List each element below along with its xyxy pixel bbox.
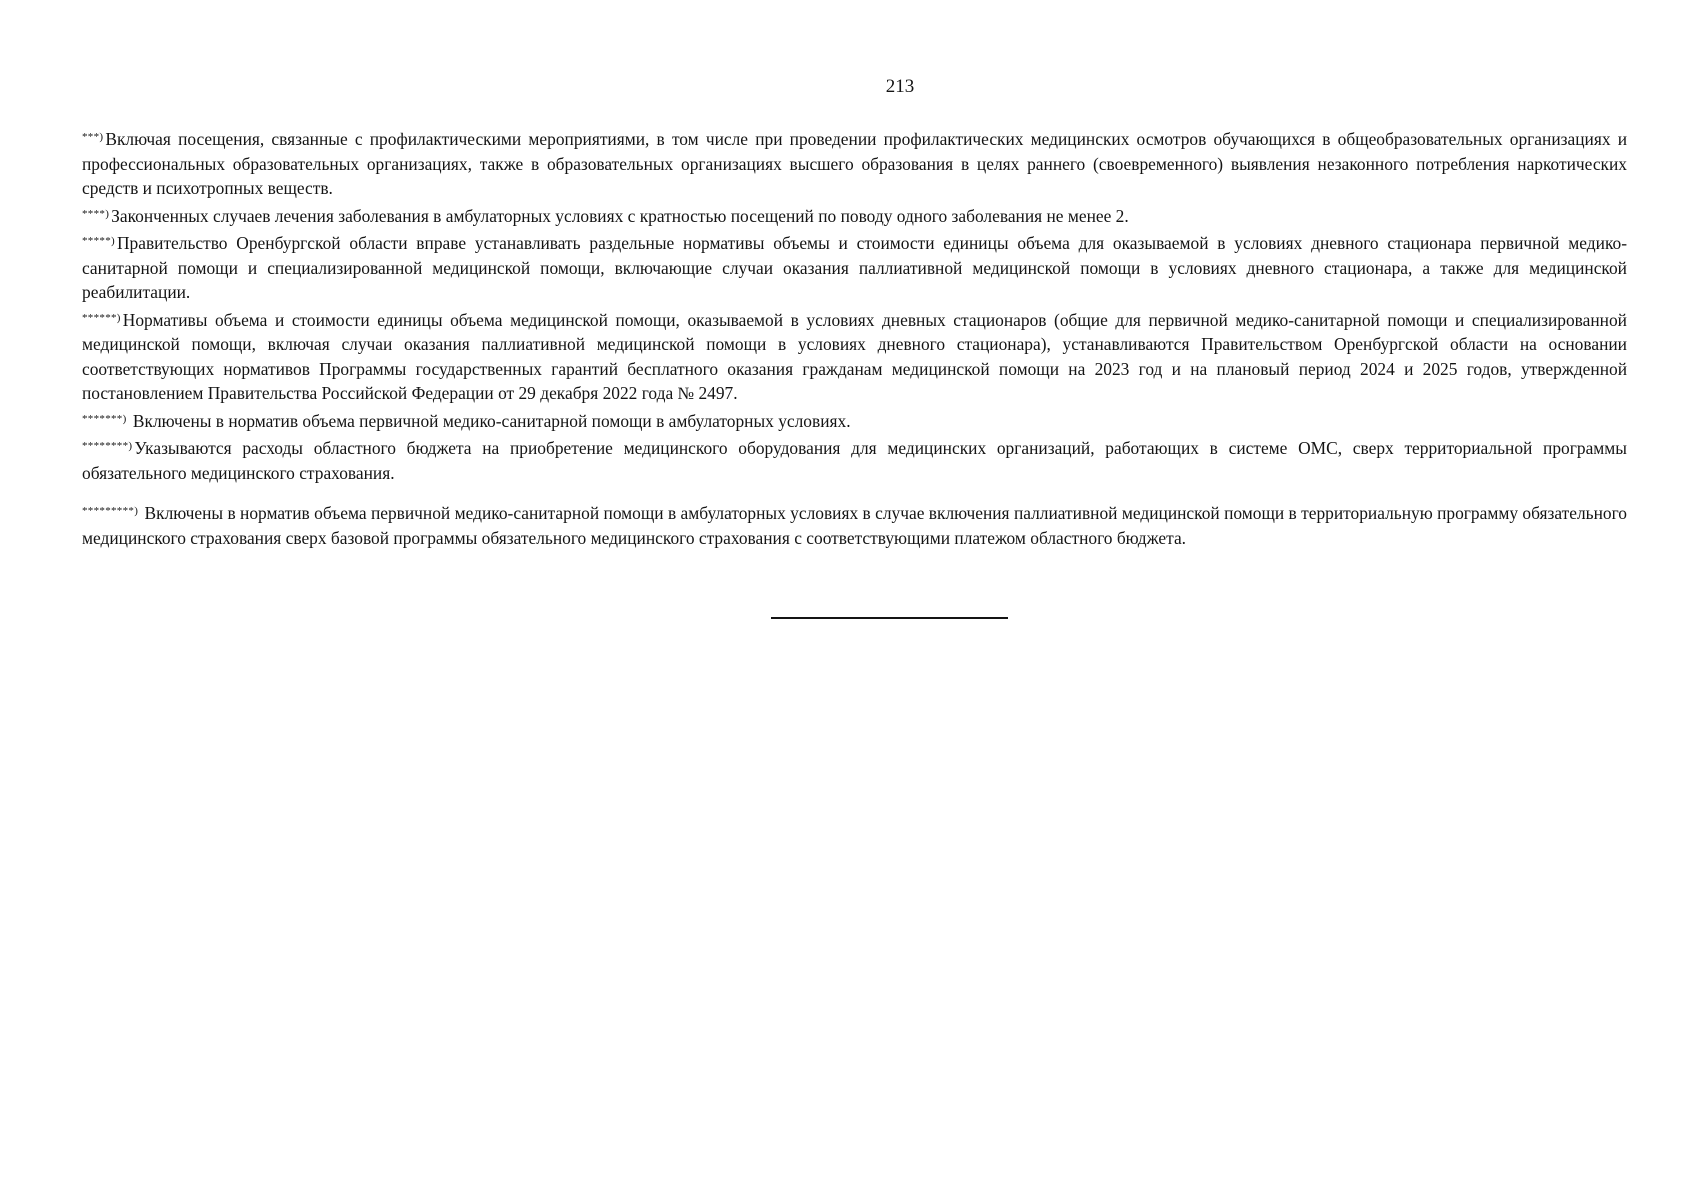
footnote-text: Нормативы объема и стоимости единицы объема медицинской помощи, оказываемой в условиях дневных стационаров (общие для первичной медико-санитарной помощи и специализированной медицинской помощи, включая случаи оказания паллиативной медицинской помощи в условиях дневного стационара), устанавливаются Правительством Оренбургской области на основании соответствующих нормативов Программы государственных гарантий бесплатного оказания гражданам медицинской помощи на 2023 год и на плановый период 2024 и 2025 годов, утвержденной постановлением Правительства Российской Федерации от 29 декабря 2022 года № 2497.: [82, 309, 1627, 403]
footnote-4: [82, 202, 1627, 229]
footnote-6: [82, 306, 1627, 406]
footnote-text: Правительство Оренбургской области вправе устанавливать раздельные нормативы объемы и стоимости единицы объема для оказываемой в условиях дневного стационара первичной медико-санитарной помощи и специализированной медицинской помощи, включающие случаи оказания паллиативной медицинской помощи в условиях дневного стационара, а также для медицинской реабилитации.: [82, 233, 1627, 302]
footnote-text: Включены в норматив объема первичной медико-санитарной помощи в амбулаторных условиях.: [128, 410, 851, 431]
footnote-marker: *********): [82, 505, 139, 517]
footnote-5: [82, 229, 1627, 305]
footnote-marker: ********): [82, 440, 133, 452]
footnote-text: Включая посещения, связанные с профилактическими мероприятиями, в том числе при проведении профилактических медицинских осмотров обучающихся в общеобразовательных организациях и профессиональных образовательных организациях, также в образовательных организациях высшего образования в целях раннего (своевременного) выявления незаконного потребления наркотических средств и психотропных веществ.: [82, 129, 1627, 198]
footnotes: [82, 125, 1627, 551]
page-number: 213: [885, 76, 915, 97]
footnote-marker: *****): [82, 235, 115, 247]
footnote-marker: ***): [82, 131, 104, 143]
footnote-marker: *******): [82, 412, 127, 425]
footnote-text: Включены в норматив объема первичной медико-санитарной помощи в амбулаторных условиях в случае включения паллиативной медицинской помощи в территориальную программу обязательного медицинского страхования сверх базовой программы обязательного медицинского страхования с соответствующими платежом областного бюджета.: [82, 503, 1627, 548]
footnote-marker: ******): [82, 311, 121, 324]
footnote-text: Указываются расходы областного бюджета на приобретение медицинского оборудования для медицинских организаций, работающих в системе ОМС, сверх территориальной программы обязательного медицинского страхования.: [82, 438, 1627, 483]
footnote-9: [82, 499, 1627, 550]
footnote-text: Законченных случаев лечения заболевания в амбулаторных условиях с кратностью посещений по поводу одного заболевания не менее 2.: [111, 205, 1129, 226]
footnote-7: [82, 407, 1627, 434]
footnote-3: [82, 125, 1627, 201]
footnote-8: [82, 434, 1627, 485]
end-of-document-rule: [771, 617, 1008, 619]
footnote-marker: ****): [82, 207, 110, 220]
